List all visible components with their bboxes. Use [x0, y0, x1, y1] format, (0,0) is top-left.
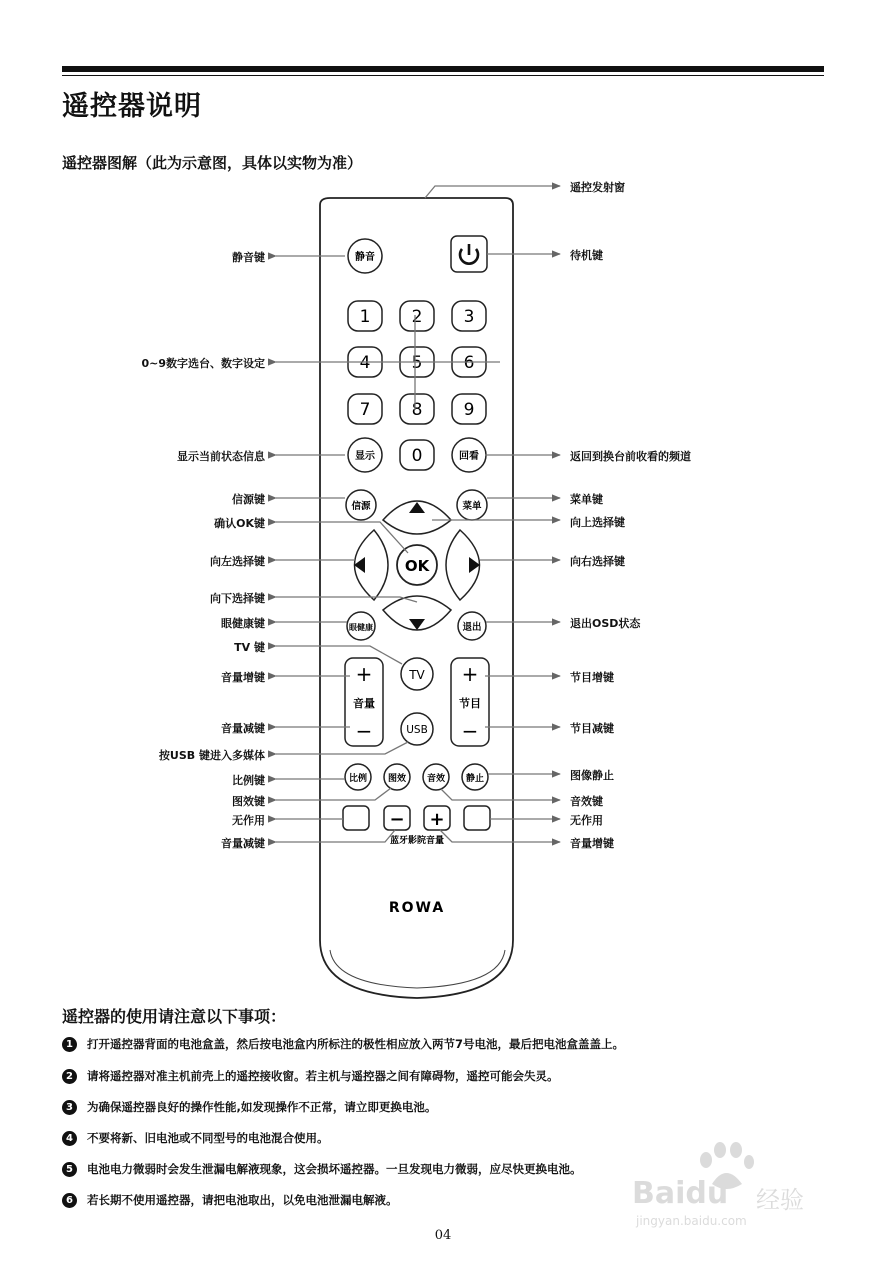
- ok-button-label: OK: [404, 557, 430, 575]
- label-digit-keys: 0~9数字选台、数字设定: [141, 357, 265, 370]
- label-picture-key: 图效键: [232, 795, 265, 808]
- diagram-subtitle: 遥控器图解（此为示意图，具体以实物为准）: [62, 154, 363, 172]
- label-mute-key: 静音键: [232, 251, 265, 264]
- note-text: 打开遥控器背面的电池盒盖，然后按电池盒内所标注的极性相应放入两节7号电池，最后把电池盒盖盖上。: [87, 1037, 624, 1051]
- brand-logo: ROWA: [388, 900, 446, 916]
- label-left-key: 向左选择键: [210, 555, 265, 568]
- watermark-brand: Baidu: [632, 1176, 729, 1211]
- label-tv-key: TV 键: [234, 641, 265, 654]
- note-number-badge: 5: [62, 1162, 77, 1177]
- label-cinema-volume-down: 音量减键: [221, 837, 265, 850]
- note-number-badge: 6: [62, 1193, 77, 1208]
- label-volume-up-key: 音量增键: [221, 671, 265, 684]
- volume-rocker-label: 音量: [353, 697, 375, 710]
- cinema-volume-minus-label: −: [389, 809, 405, 830]
- watermark-url: jingyan.baidu.com: [636, 1214, 747, 1228]
- unused-right-button: [464, 806, 490, 830]
- note-item: [62, 1192, 398, 1208]
- label-freeze-key: 图像静止: [570, 769, 614, 782]
- cinema-volume-plus-label: +: [429, 809, 445, 830]
- eye-health-button-label: 眼健康: [349, 623, 373, 632]
- cinema-volume-label: 蓝牙影院音量: [389, 836, 445, 846]
- label-menu-key: 菜单键: [570, 493, 603, 506]
- label-right-key: 向右选择键: [570, 555, 625, 568]
- note-number-badge: 3: [62, 1100, 77, 1115]
- usb-button-label: USB: [406, 724, 428, 736]
- note-text: 若长期不使用遥控器，请把电池取出，以免电池泄漏电解液。: [87, 1193, 398, 1207]
- menu-button-label: 菜单: [462, 501, 482, 512]
- note-item: [62, 1130, 329, 1146]
- digit-label: 0: [411, 446, 423, 466]
- digit-label: 8: [411, 400, 423, 420]
- channel-minus-label: −: [461, 719, 479, 743]
- label-up-key: 向上选择键: [570, 516, 625, 529]
- note-text: 电池电力微弱时会发生泄漏电解液现象，这会损坏遥控器。一旦发现电力微弱，应尽快更换电池。: [87, 1162, 582, 1176]
- channel-plus-label: +: [461, 662, 479, 686]
- note-number-badge: 4: [62, 1131, 77, 1146]
- watermark-suffix: 经验: [756, 1186, 804, 1214]
- baidu-watermark: [632, 1142, 832, 1228]
- mute-button-label: 静音: [355, 252, 375, 263]
- source-button-label: 信源: [351, 501, 371, 512]
- page-title: 遥控器说明: [62, 91, 202, 122]
- digit-label: 2: [411, 307, 423, 327]
- picture-effect-button-label: 图效: [387, 774, 407, 784]
- page-number: 04: [434, 1228, 452, 1243]
- note-item: [62, 1036, 624, 1052]
- label-usb-key: 按USB 键进入多媒体: [158, 749, 265, 762]
- digit-label: 9: [463, 400, 475, 420]
- note-item: [62, 1099, 436, 1115]
- label-cinema-volume-up: 音量增键: [570, 837, 614, 850]
- note-item: [62, 1161, 582, 1177]
- volume-plus-label: +: [355, 662, 373, 686]
- channel-rocker-label: 节目: [459, 697, 481, 710]
- ratio-button-label: 比例: [348, 774, 368, 784]
- label-source-key: 信源键: [232, 493, 265, 506]
- note-text: 请将遥控器对准主机前壳上的遥控接收窗。若主机与遥控器之间有障碍物，遥控可能会失灵。: [87, 1069, 559, 1083]
- label-volume-down-key: 音量减键: [221, 722, 265, 735]
- label-down-key: 向下选择键: [210, 592, 265, 605]
- label-eye-key: 眼健康键: [221, 617, 265, 630]
- label-channel-up-key: 节目增键: [570, 671, 614, 684]
- note-number-badge: 1: [62, 1037, 77, 1052]
- notes-heading: 遥控器的使用请注意以下事项：: [62, 1007, 287, 1026]
- recall-button-label: 回看: [459, 451, 479, 462]
- freeze-button-label: 静止: [465, 774, 485, 784]
- digit-label: 7: [359, 400, 371, 420]
- sound-effect-button-label: 音效: [426, 774, 446, 784]
- label-channel-down-key: 节目减键: [570, 722, 614, 735]
- note-text: 不要将新、旧电池或不同型号的电池混合使用。: [87, 1131, 329, 1145]
- unused-left-button: [343, 806, 369, 830]
- label-sound-key: 音效键: [570, 795, 603, 808]
- volume-minus-label: −: [355, 719, 373, 743]
- digit-label: 4: [359, 353, 371, 373]
- digit-label: 6: [463, 353, 475, 373]
- label-recall-key: 返回到换台前收看的频道: [570, 450, 691, 463]
- label-display-key: 显示当前状态信息: [177, 450, 265, 463]
- note-text: 为确保遥控器良好的操作性能,如发现操作不正常，请立即更换电池。: [87, 1100, 437, 1114]
- note-number-badge: 2: [62, 1069, 77, 1084]
- label-unused-left: 无作用: [232, 814, 265, 827]
- label-standby-key: 待机键: [570, 249, 603, 262]
- digit-label: 3: [463, 307, 475, 327]
- label-unused-right: 无作用: [570, 814, 603, 827]
- tv-button-label: TV: [409, 668, 425, 682]
- label-ok-key: 确认OK键: [214, 517, 265, 530]
- label-ratio-key: 比例键: [232, 774, 265, 787]
- exit-button-label: 退出: [462, 622, 482, 633]
- label-ir-window: 遥控发射窗: [570, 181, 625, 194]
- label-exit-key: 退出OSD状态: [570, 617, 641, 630]
- display-button-label: 显示: [355, 451, 375, 462]
- digit-label: 5: [411, 353, 423, 373]
- digit-label: 1: [359, 307, 371, 327]
- note-item: [62, 1068, 559, 1084]
